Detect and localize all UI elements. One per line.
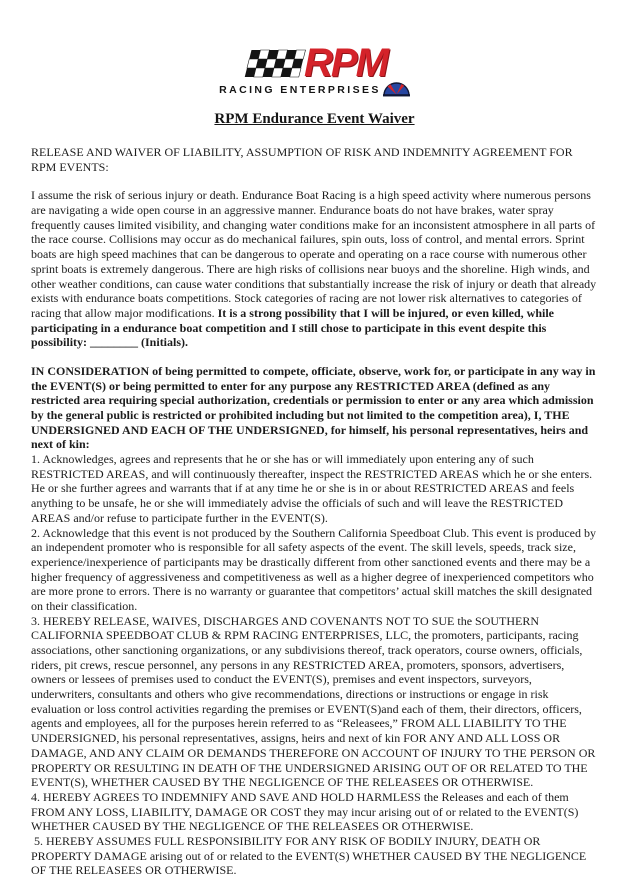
text-run: 3. HEREBY RELEASE, WAIVES, DISCHARGES AND COVENANTS NOT TO SUE the SOUTHERN CALIFORNIA SPEEDBOAT CLUB & RPM RACING ENTERPRISES, LLC, the promoters, participants, racing associations, other sanctioning organizations, or any subdivisions thereof, track operators, course owners, officials, riders, pit crews, rescue personnel, any persons in any RESTRICTED AREA, promoters, sponsors, advertisers, owners or lessees of premises used to conduct the EVENT(S), premises and event inspectors, surveyors, underwriters, consultants and others who give recommendations, directions or instructions or engage in risk evaluation or loss control activities regarding the premises or EVENT(S)and each of them, their directors, officers, agents and employees, all for the purposes herein referred to as “Releasees,” FROM ALL LIABILITY TO THE UNDERSIGNED, his personal representatives, assigns, heirs and next of kin FOR ANY AND ALL LOSS OR DAMAGE, AND ANY CLAIM OR DEMANDS THEREFORE ON ACCOUNT OF INJURY TO THE PERSON OR PROPERTY OR RESULTING IN DEATH OF THE UNDERSIGNED ARISING OUT OF OR RELATED TO THE EVENT(S), WHETHER CAUSED BY THE NEGLIGENCE OF THE RELEASEES OR OTHERWISE.	[31, 613, 599, 790]
checkered-flag-icon	[242, 48, 308, 86]
text-run: RELEASE AND WAIVER OF LIABILITY, ASSUMPTION OF RISK AND INDEMNITY AGREEMENT FOR RPM EVENTS:	[31, 145, 576, 174]
logo-rpm-text: RPM	[304, 41, 387, 86]
text-run: 5. HEREBY ASSUMES FULL RESPONSIBILITY FOR ANY RISK OF BODILY INJURY, DEATH OR PROPERTY DAMAGE arising out of or related to the EVENT(S) WHETHER CAUSED BY THE NEGLIGENCE OF THE RELEASEES OR OTHERWISE.	[31, 833, 590, 878]
paragraph	[31, 790, 598, 834]
paragraph	[31, 364, 598, 452]
text-run: 1. Acknowledges, agrees and represents that he or she has or will immediately upon entering any of such RESTRICTED AREAS, and will continuously thereafter, inspect the RESTRICTED AREAS which he or she enters. He or she further agrees and warrants that if at any time he or she is in or about RESTRICTED AREAS and feels anything to be unsafe, he or she will immediately advise the officials of such and will leave the RESTRICTED AREAS and/or refuse to participate further in the EVENT(S).	[31, 452, 596, 525]
paragraph	[31, 452, 598, 525]
paragraph	[31, 834, 598, 878]
text-run: 2. Acknowledge that this event is not produced by the Southern California Speedboat Club. This event is produced by an independent promoter who is responsible for all safety aspects of the event. The skill levels, speeds, track size, experience/inexperience of participants may be drastically different from other sanctioned events and there may be a higher frequency of aggressiveness and competitiveness as well as a higher degree of inexperienced competitors who are more prone to errors. There is no warranty or guarantee that competitors’ actual skill matches the skill designated on their classification.	[31, 525, 600, 613]
bold-text-run: IN CONSIDERATION of being permitted to compete, officiate, observe, work for, or participate in any way in the EVENT(S) or being permitted to enter for any purpose any RESTRICTED AREA (defined as any restricted area requiring special authorization, credentials or permission to enter or any area which admission by the general public is restricted or prohibited including but not limited to the competition area), I, THE UNDERSIGNED AND EACH OF THE UNDERSIGNED, for himself, his personal representatives, heirs and next of kin:	[31, 363, 599, 452]
paragraph-group	[31, 364, 598, 878]
rpm-logo	[31, 41, 598, 96]
logo-banner-text: RACING ENTERPRISES	[219, 84, 381, 96]
paragraph	[31, 526, 598, 614]
paragraph	[31, 614, 598, 790]
page-title: RPM Endurance Event Waiver	[214, 111, 415, 127]
rpm-gauge-icon	[383, 81, 410, 97]
paragraph-group	[31, 188, 598, 350]
document-body	[31, 145, 598, 878]
bold-text-run: It is a strong possibility that I will be injured, or even killed, while participating in a endurance boat competition and I still chose to participate in this event despite this possibility: ________ (Initials).	[31, 305, 557, 350]
paragraph	[31, 188, 598, 350]
text-run: 4. HEREBY AGREES TO INDEMNIFY AND SAVE AND HOLD HARMLESS the Releases and each of them FROM ANY LOSS, LIABILITY, DAMAGE OR COST they may incur arising out of or related to the EVENT(S) WHETHER CAUSED BY THE NEGLIGENCE OF THE RELEASEES OR OTHERWISE.	[31, 789, 582, 834]
paragraph	[31, 145, 598, 174]
paragraph-group	[31, 145, 598, 174]
text-run: I assume the risk of serious injury or death. Endurance Boat Racing is a high speed activity where numerous persons are navigating a wide open course in an aggressive manner. Endurance boats do not have brakes, water spray frequently causes limited visibility, and changing water conditions make for an inconsistent atmosphere in all parts of the race course. Collisions may occur as do mechanical failures, spin outs, loss of control, and mental errors. Sprint boats are high speed machines that can be dangerous to operate and operating on a race course with numerous other sprint boats is extremely dangerous. There are high risks of collisions near buoys and the shoreline. High winds, and other weather conditions, can cause water conditions that substantially increase the risk of injury or death that already exists with endurance boats competitions. Stock categories of racing are not lower risk alternatives to categories of racing that allow major modifications.	[31, 188, 600, 320]
